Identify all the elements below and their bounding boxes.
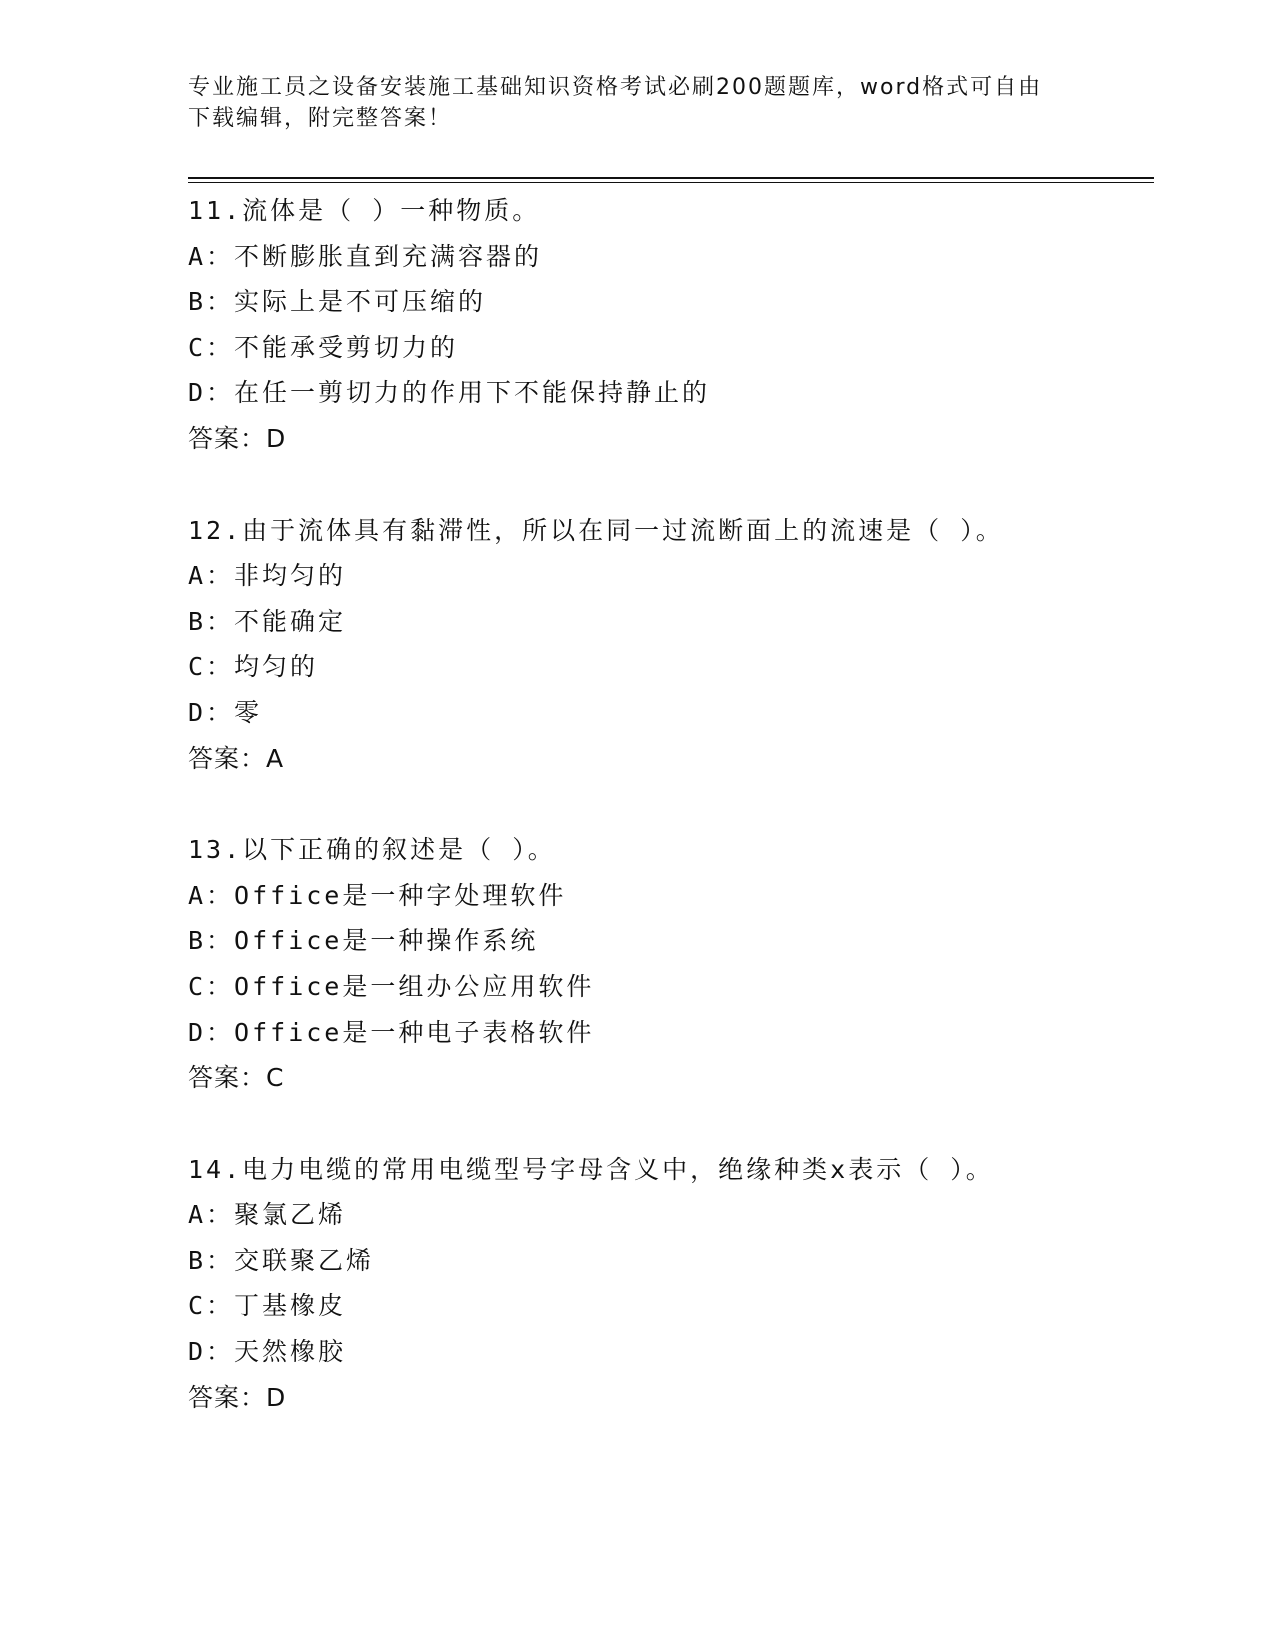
question-13 xyxy=(188,827,1148,1101)
answer-label: 答案：C xyxy=(188,1063,285,1093)
option-b: B：实际上是不可压缩的 xyxy=(188,287,487,317)
option-c: C：Office是一组办公应用软件 xyxy=(188,971,595,1001)
question-12 xyxy=(188,508,1148,782)
option-a: A：Office是一种字处理软件 xyxy=(188,880,567,910)
option-a: A：非均匀的 xyxy=(188,561,347,591)
option-b: B：交联聚乙烯 xyxy=(188,1245,375,1275)
header-divider-thin xyxy=(188,182,1154,183)
question-list xyxy=(188,188,1148,1466)
document-header xyxy=(188,72,1088,134)
header-title-line-1: 专业施工员之设备安装施工基础知识资格考试必刷200题题库，word格式可自由 xyxy=(188,75,1043,100)
question-stem: 13.以下正确的叙述是（ ）。 xyxy=(188,835,556,865)
option-a: A：不断膨胀直到充满容器的 xyxy=(188,241,543,271)
header-title-line-2: 下载编辑，附完整答案！ xyxy=(188,106,453,131)
question-stem: 12.由于流体具有黏滞性，所以在同一过流断面上的流速是（ ）。 xyxy=(188,515,1004,545)
option-d: D：零 xyxy=(188,697,263,727)
question-stem: 11.流体是（ ）一种物质。 xyxy=(188,196,541,225)
option-a: A：聚氯乙烯 xyxy=(188,1200,347,1230)
question-11 xyxy=(188,188,1148,462)
question-stem: 14.电力电缆的常用电缆型号字母含义中，绝缘种类x表示（ ）。 xyxy=(188,1154,994,1184)
option-c: C：丁基橡皮 xyxy=(188,1291,347,1321)
answer-label: 答案：D xyxy=(188,1382,287,1412)
option-c: C：不能承受剪切力的 xyxy=(188,332,459,362)
answer-label: 答案：D xyxy=(188,423,287,453)
header-divider-thick xyxy=(188,177,1154,179)
option-d: D：Office是一种电子表格软件 xyxy=(188,1017,595,1047)
option-b: B：不能确定 xyxy=(188,606,347,636)
question-14 xyxy=(188,1147,1148,1421)
option-c: C：均匀的 xyxy=(188,652,319,682)
option-b: B：Office是一种操作系统 xyxy=(188,926,539,956)
option-d: D：天然橡胶 xyxy=(188,1337,347,1367)
answer-label: 答案：A xyxy=(188,743,285,773)
option-d: D：在任一剪切力的作用下不能保持静止的 xyxy=(188,378,711,408)
